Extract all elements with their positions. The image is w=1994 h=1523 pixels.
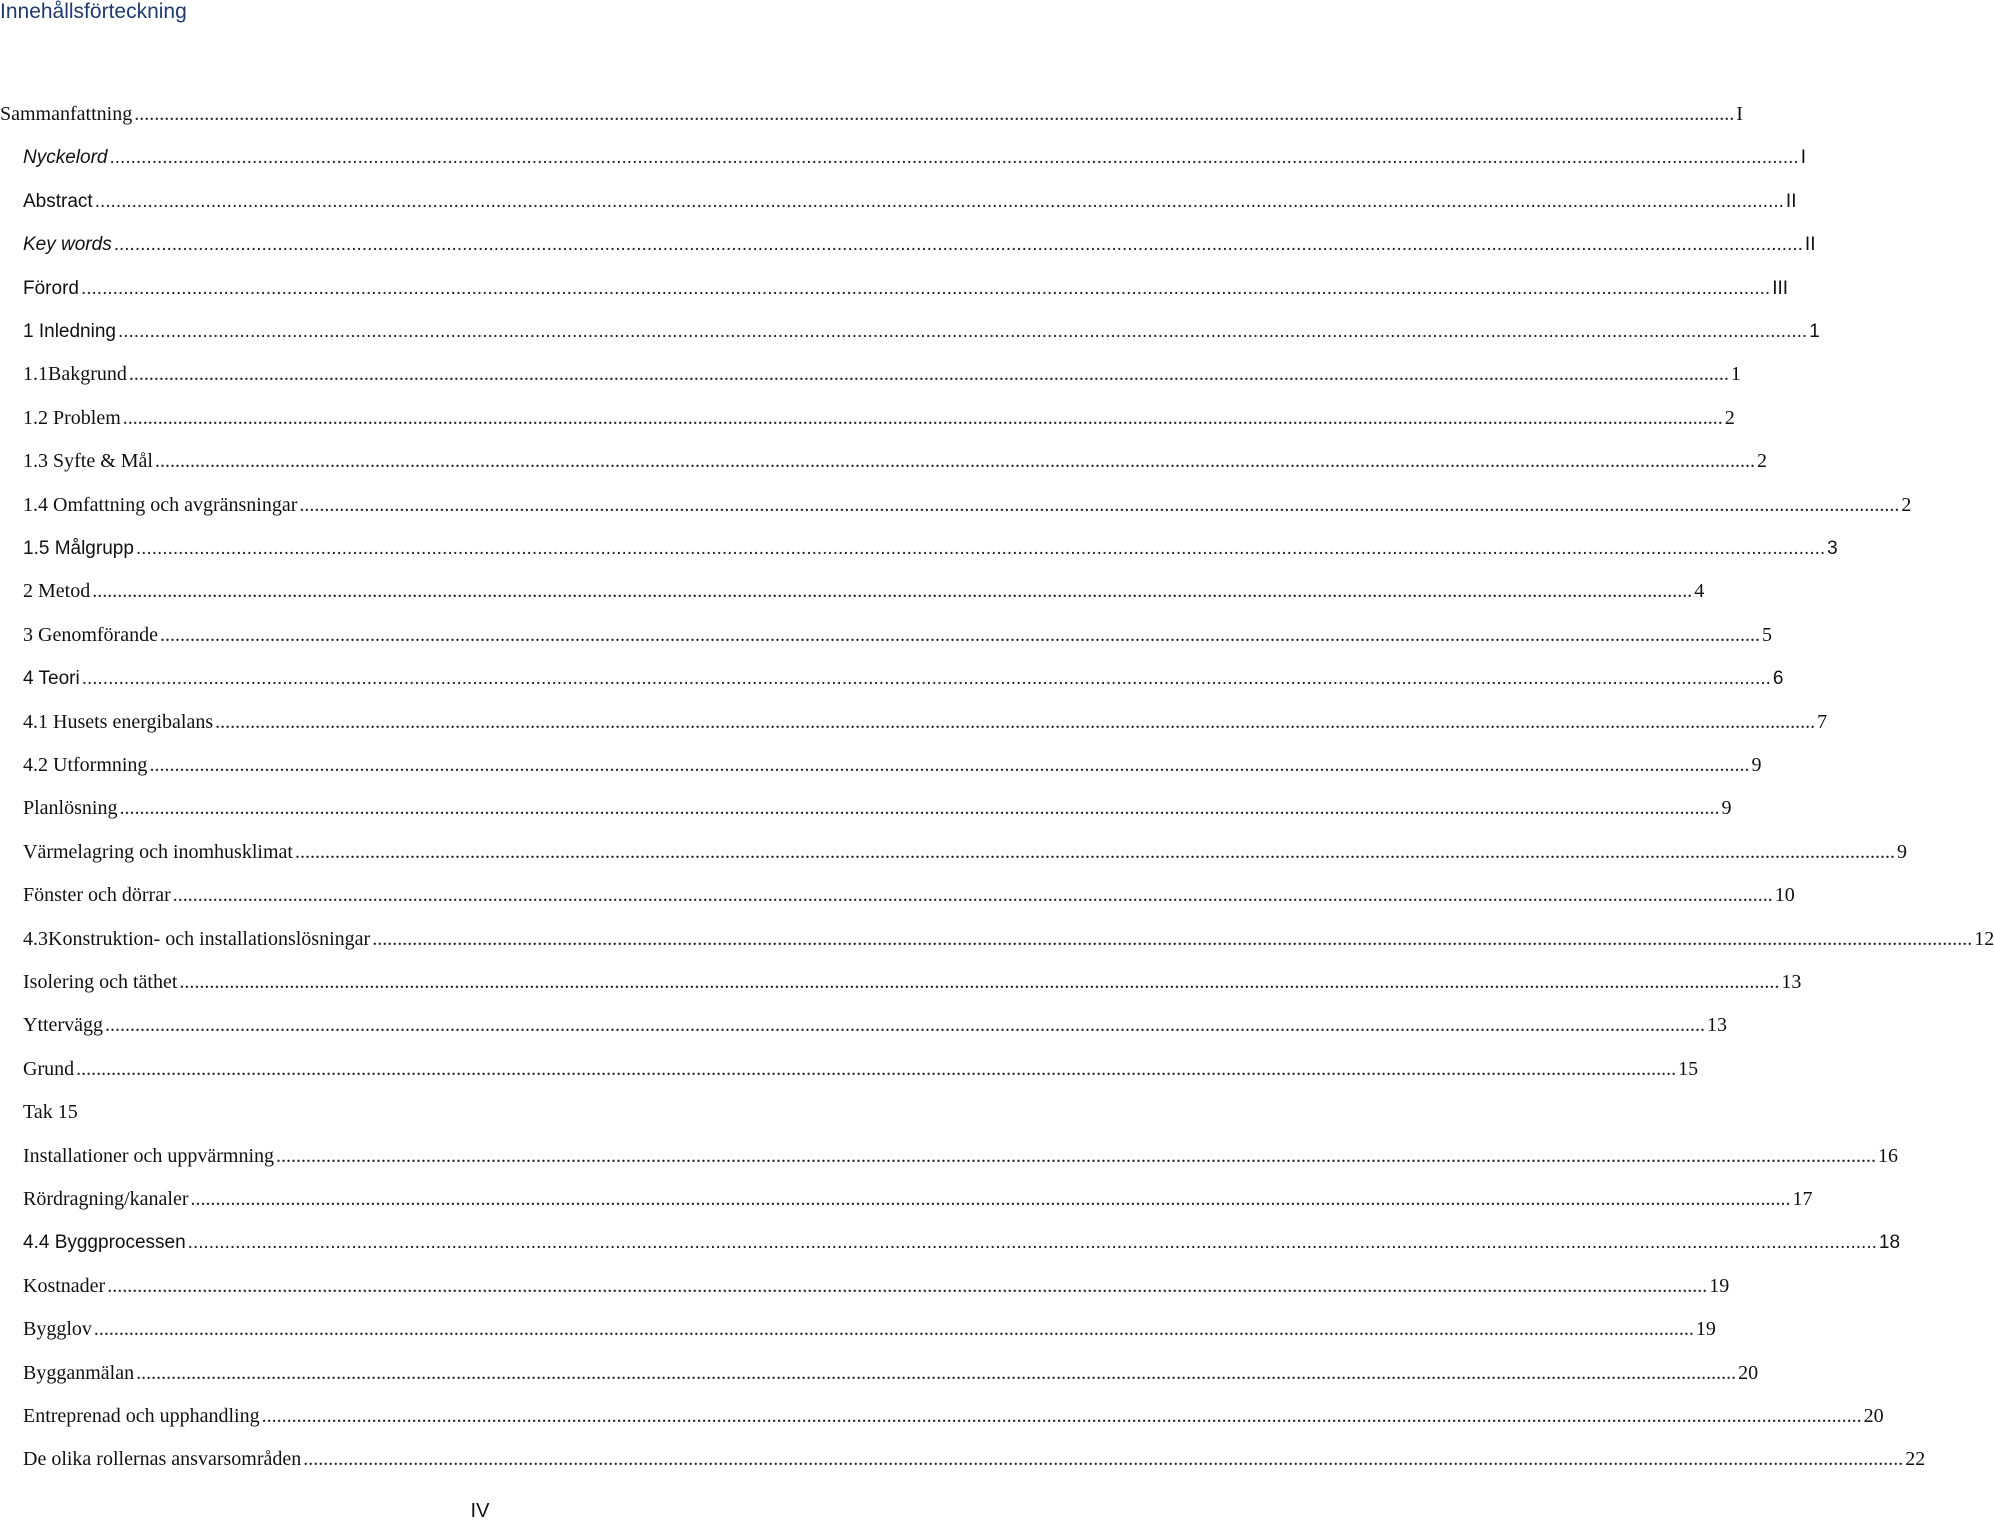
toc-entry[interactable] xyxy=(23,657,1784,700)
toc-entry-page: 18 xyxy=(1878,1232,1901,1254)
toc-entry-title: Isolering och täthet xyxy=(23,971,178,993)
toc-dot-leader xyxy=(191,1178,1791,1221)
toc-dot-leader xyxy=(129,353,1729,396)
toc-entry[interactable] xyxy=(23,570,1705,613)
toc-entry[interactable] xyxy=(23,918,1994,961)
toc-entry[interactable] xyxy=(23,1265,1730,1308)
toc-dot-leader xyxy=(95,180,1784,223)
toc-entry[interactable] xyxy=(23,397,1735,440)
toc-entry[interactable] xyxy=(23,353,1741,396)
toc-entry-title: Grund xyxy=(23,1057,75,1080)
toc-entry-title: 4.3Konstruktion- och installationslösningar xyxy=(23,927,371,950)
toc-dot-leader xyxy=(105,1004,1705,1047)
toc-entry-page: 13 xyxy=(1781,971,1802,993)
toc-entry-title: 4.2 Utformning xyxy=(23,754,148,776)
toc-dot-leader xyxy=(149,744,1749,787)
toc-entry-title: 3 Genomförande xyxy=(23,623,158,646)
toc-entry[interactable] xyxy=(23,614,1772,657)
toc-entry-title: Rördragning/kanaler xyxy=(23,1188,189,1210)
toc-entry[interactable] xyxy=(23,223,1816,266)
toc-entry-page: 4 xyxy=(1694,580,1705,603)
toc-dot-leader xyxy=(123,397,1723,440)
toc-entry-title: Bygganmälan xyxy=(23,1361,135,1384)
toc-entry-title: 4.1 Husets energibalans xyxy=(23,710,214,733)
toc-entry-title: Bygglov xyxy=(23,1318,92,1341)
toc-entry-title: De olika rollernas ansvarsområden xyxy=(23,1448,302,1471)
page-number: IV xyxy=(470,1500,490,1522)
toc-entry[interactable] xyxy=(23,787,1732,830)
toc-entry-page: 1 xyxy=(1809,321,1820,342)
toc-dot-leader xyxy=(215,701,1815,744)
toc-entry-page: 12 xyxy=(1974,927,1994,950)
toc-entry[interactable] xyxy=(23,136,1806,179)
toc-dot-leader xyxy=(299,484,1899,527)
toc-entry[interactable] xyxy=(23,180,1797,223)
toc-dot-leader xyxy=(94,1308,1694,1351)
toc-entry[interactable] xyxy=(23,701,1828,744)
toc-entry-title: Sammanfattning xyxy=(0,103,133,125)
toc-entry-title: 4 Teori xyxy=(23,668,80,690)
toc-dot-leader xyxy=(276,1135,1876,1178)
toc-entry-page: 9 xyxy=(1721,797,1732,820)
toc-entry-page: 2 xyxy=(1724,406,1735,429)
toc-entry-page: 20 xyxy=(1863,1405,1884,1427)
toc-entry-title: Installationer och uppvärmning xyxy=(23,1144,275,1167)
toc-entry-page: 2 xyxy=(1757,450,1767,473)
toc-dot-leader xyxy=(109,136,1798,179)
toc-entry[interactable] xyxy=(23,440,1767,483)
toc-entry-title: Yttervägg xyxy=(23,1014,103,1037)
toc-dot-leader xyxy=(303,1438,1903,1481)
toc-entry-page: 16 xyxy=(1878,1144,1899,1167)
toc-entry-page: 6 xyxy=(1772,668,1784,690)
toc-entry-page: 5 xyxy=(1761,623,1772,646)
toc-entry[interactable] xyxy=(23,961,1802,1004)
toc-entry-title: 1.4 Omfattning och avgränsningar xyxy=(23,493,298,516)
toc-dot-leader xyxy=(82,657,1771,700)
toc-entry-page: 9 xyxy=(1751,754,1762,776)
toc-entry-page: 22 xyxy=(1905,1448,1926,1471)
toc-entry-title: 1.2 Problem xyxy=(23,406,121,429)
toc-entry[interactable] xyxy=(23,1048,1699,1091)
toc-entry-page: 20 xyxy=(1738,1361,1759,1384)
toc-entry[interactable] xyxy=(23,831,1907,874)
toc-entry[interactable] xyxy=(23,1004,1727,1047)
toc-dot-leader xyxy=(372,918,1972,961)
toc-dot-leader xyxy=(81,267,1770,310)
toc-entry-page: 3 xyxy=(1827,538,1838,559)
toc-entry-title: Key words xyxy=(23,234,112,256)
toc-entry-title: Entreprenad och upphandling xyxy=(23,1405,260,1427)
toc-entry[interactable] xyxy=(23,744,1762,787)
toc-dot-leader xyxy=(92,570,1692,613)
toc-entry-page: 17 xyxy=(1792,1188,1813,1210)
toc-entry[interactable] xyxy=(23,1395,1884,1438)
toc-entry-page: 19 xyxy=(1695,1318,1716,1341)
toc-entry-page: II xyxy=(1785,190,1797,212)
toc-entry[interactable] xyxy=(23,527,1838,570)
toc-entry[interactable] xyxy=(0,93,1743,136)
toc-entry-page: I xyxy=(1800,147,1806,169)
toc-entry-page: 1 xyxy=(1730,363,1741,386)
toc-heading: Innehållsförteckning xyxy=(0,0,187,23)
toc-dot-leader xyxy=(173,874,1773,917)
toc-entry[interactable] xyxy=(23,1221,1901,1264)
toc-entry-page: II xyxy=(1804,234,1816,256)
toc-entry-title: Fönster och dörrar xyxy=(23,884,171,907)
toc-entry[interactable] xyxy=(23,1091,961,1134)
toc-entry[interactable] xyxy=(23,1352,1759,1395)
toc-entry-page: 10 xyxy=(1774,884,1795,907)
toc-entry-title: Värmelagring och inomhusklimat xyxy=(23,840,293,863)
toc-entry-title: Kostnader xyxy=(23,1274,106,1297)
toc-entry-page: 7 xyxy=(1817,710,1828,733)
toc-dot-leader xyxy=(134,93,1734,136)
toc-entry-title: Förord xyxy=(23,277,79,299)
toc-entry[interactable] xyxy=(23,267,1789,310)
toc-entry-page: 13 xyxy=(1706,1014,1727,1037)
toc-entry-title: Abstract xyxy=(23,190,93,212)
toc-dot-leader xyxy=(179,961,1779,1004)
toc-entry-title: 1.5 Målgrupp xyxy=(23,538,134,559)
toc-entry-page: 15 xyxy=(1678,1057,1699,1080)
toc-dot-leader xyxy=(136,1352,1736,1395)
toc-entry-title: 1.3 Syfte & Mål xyxy=(23,450,153,473)
toc-entry[interactable] xyxy=(23,874,1795,917)
toc-entry[interactable] xyxy=(23,484,1912,527)
toc-dot-leader xyxy=(114,223,1803,266)
toc-entry-page: 2 xyxy=(1901,493,1912,516)
toc-entry-page: III xyxy=(1772,277,1789,299)
toc-entry-title: Planlösning xyxy=(23,797,118,820)
toc-entry-title: 1 Inledning xyxy=(23,321,116,342)
toc-dot-leader xyxy=(136,527,1825,570)
toc-entry[interactable] xyxy=(23,1135,1899,1178)
toc-dot-leader xyxy=(119,787,1719,830)
toc-entry-title: Nyckelord xyxy=(23,147,108,169)
toc-entry-title: 1.1Bakgrund xyxy=(23,363,127,386)
toc-entry-title: 2 Metod xyxy=(23,580,91,603)
toc-entry[interactable] xyxy=(23,310,1820,353)
toc-entry-title: Tak 15 xyxy=(23,1101,78,1124)
toc-entry-page: 9 xyxy=(1896,840,1907,863)
toc-entry-page: 19 xyxy=(1709,1274,1730,1297)
toc-dot-leader xyxy=(118,310,1807,353)
toc-entry-title: 4.4 Byggprocessen xyxy=(23,1232,186,1254)
toc-entry[interactable] xyxy=(23,1438,1926,1481)
toc-dot-leader xyxy=(76,1048,1676,1091)
toc-entry-page: I xyxy=(1736,103,1743,125)
toc-dot-leader xyxy=(262,1395,1862,1438)
toc-entry[interactable] xyxy=(23,1308,1716,1351)
toc-dot-leader xyxy=(295,831,1895,874)
toc-dot-leader xyxy=(160,614,1760,657)
toc-dot-leader xyxy=(155,440,1755,483)
toc-entry[interactable] xyxy=(23,1178,1813,1221)
toc-dot-leader xyxy=(188,1221,1877,1264)
toc-dot-leader xyxy=(107,1265,1707,1308)
